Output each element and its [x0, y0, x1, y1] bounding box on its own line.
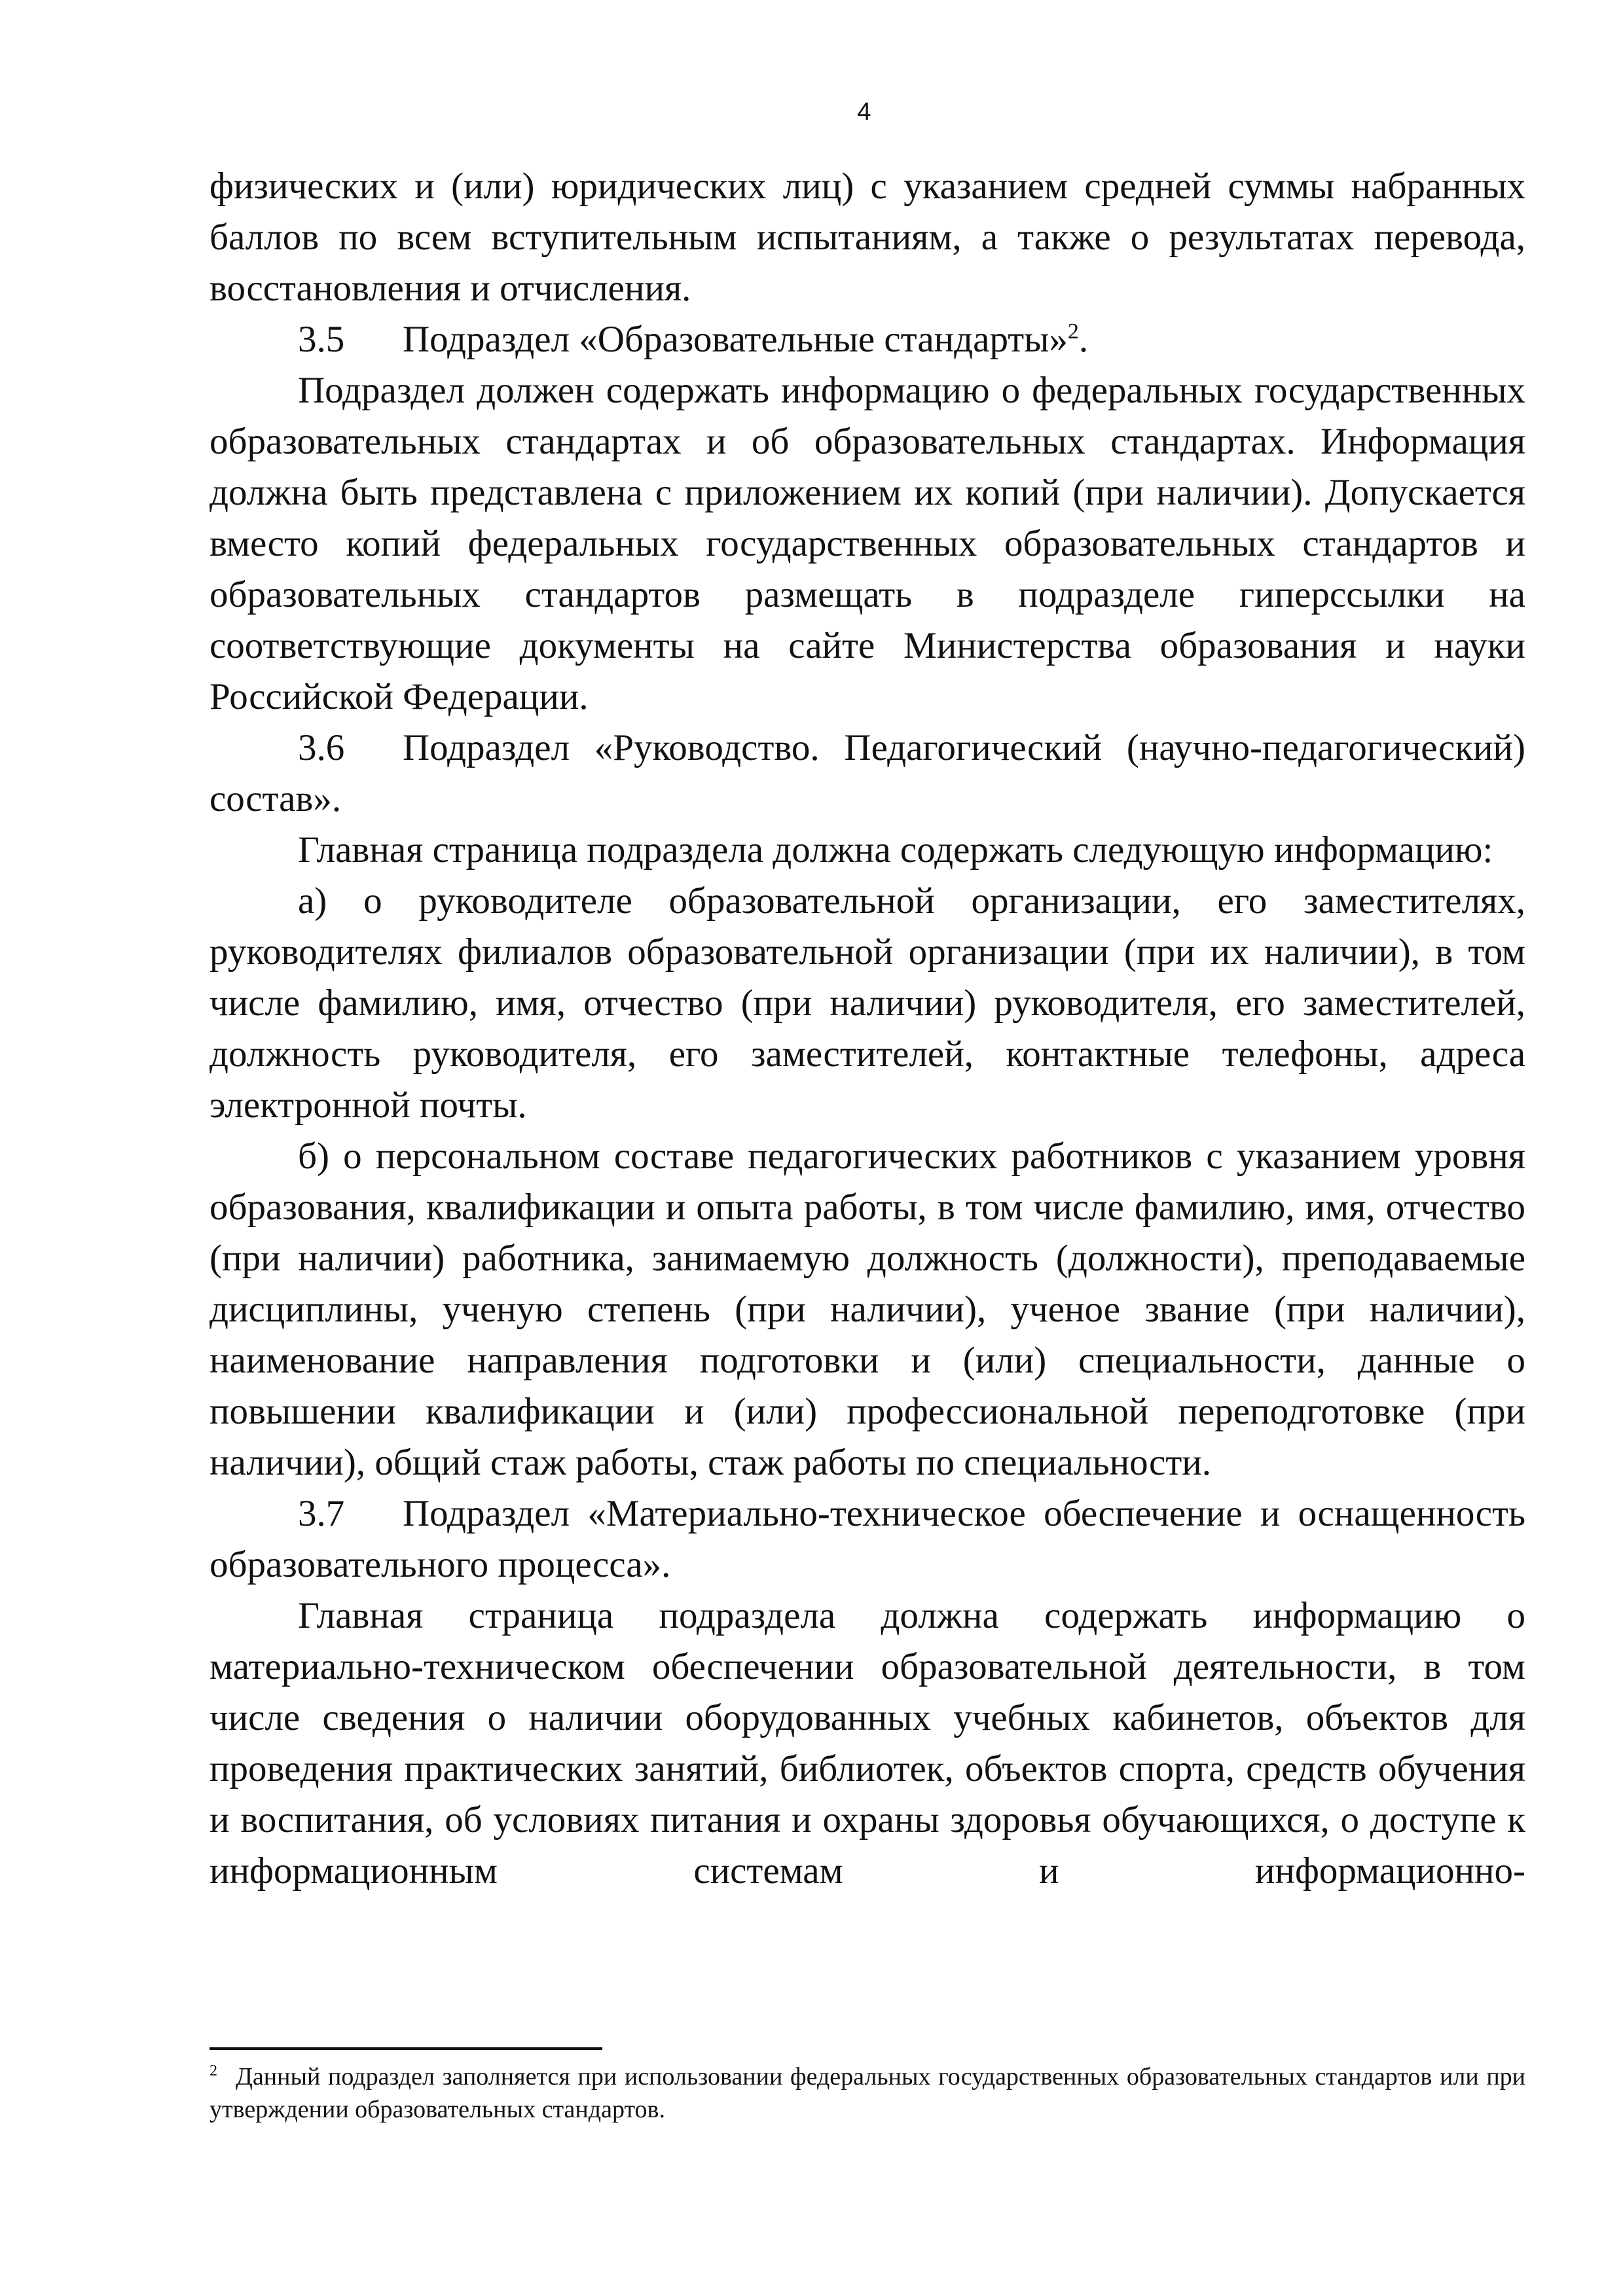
section-heading-3-5 — [210, 314, 1525, 365]
footnote-marker: 2 — [210, 2062, 217, 2080]
section-title: Подраздел «Материально-техническое обеспечение и оснащенность образовательного процесса». — [210, 1493, 1525, 1585]
footnote-reference: 2 — [1067, 319, 1079, 344]
footnote — [210, 2060, 1525, 2126]
paragraph-standards: Подраздел должен содержать информацию о федеральных государственных образовательных стандартах и об образовательных стандартах. Информация должна быть представлена с приложением их копий (при наличии). Допускается вместо копий федеральных государственных образовательных стандартов и образовательных стандартов размещать в подразделе гиперссылки на соответствующие документы на сайте Министерства образования и науки Российской Федерации. — [210, 370, 1525, 717]
section-title: Подраздел «Образовательные стандарты» — [403, 319, 1068, 360]
footnote-text: Данный подраздел заполняется при использовании федеральных государственных образовательных стандартов или при утверждении образовательных стандартов. — [210, 2063, 1525, 2123]
footnote-separator — [210, 2047, 602, 2050]
section-title-end: . — [1078, 319, 1089, 360]
section-title: Подраздел «Руководство. Педагогический (научно-педагогический) состав». — [210, 727, 1525, 819]
list-item-b: б) о персональном составе педагогических работников с указанием уровня образования, квалификации и опыта работы, в том числе фамилию, имя, отчество (при наличии) работника, занимаемую должность (должности), преподаваемые дисциплины, ученую степень (при наличии), ученое звание (при наличии), наименование направления подготовки и (или) специальности, данные о повышении квалификации и (или) профессиональной переподготовке (при наличии), общий стаж работы, стаж работы по специальности. — [210, 1136, 1525, 1483]
paragraph-continuation: физических и (или) юридических лиц) с указанием средней суммы набранных баллов по всем вступительным испытаниям, а также о результатах перевода, восстановления и отчисления. — [210, 166, 1525, 309]
list-item-a: а) о руководителе образовательной организации, его заместителях, руководителях филиалов образовательной организации (при их наличии), в том числе фамилию, имя, отчество (при наличии) руководителя, его заместителей, должность руководителя, его заместителей, контактные телефоны, адреса электронной почты. — [210, 880, 1525, 1126]
paragraph-material-support: Главная страница подраздела должна содержать информацию о материально-техническом обеспечении образовательной деятельности, в том числе сведения о наличии оборудованных учебных кабинетов, объектов для проведения практических занятий, библиотек, объектов спорта, средств обучения и воспитания, об условиях питания и охраны здоровья обучающихся, о доступе к информационным системам и информационно- — [210, 1595, 1525, 1892]
document-body — [210, 161, 1525, 1897]
page-number: 4 — [857, 98, 871, 126]
paragraph-main-page: Главная страница подраздела должна содержать следующую информацию: — [298, 829, 1493, 870]
section-heading-3-7 — [210, 1488, 1525, 1590]
section-number: 3.6 — [298, 727, 345, 768]
section-heading-3-6 — [210, 723, 1525, 825]
section-number: 3.5 — [298, 319, 345, 360]
section-number: 3.7 — [298, 1493, 345, 1534]
